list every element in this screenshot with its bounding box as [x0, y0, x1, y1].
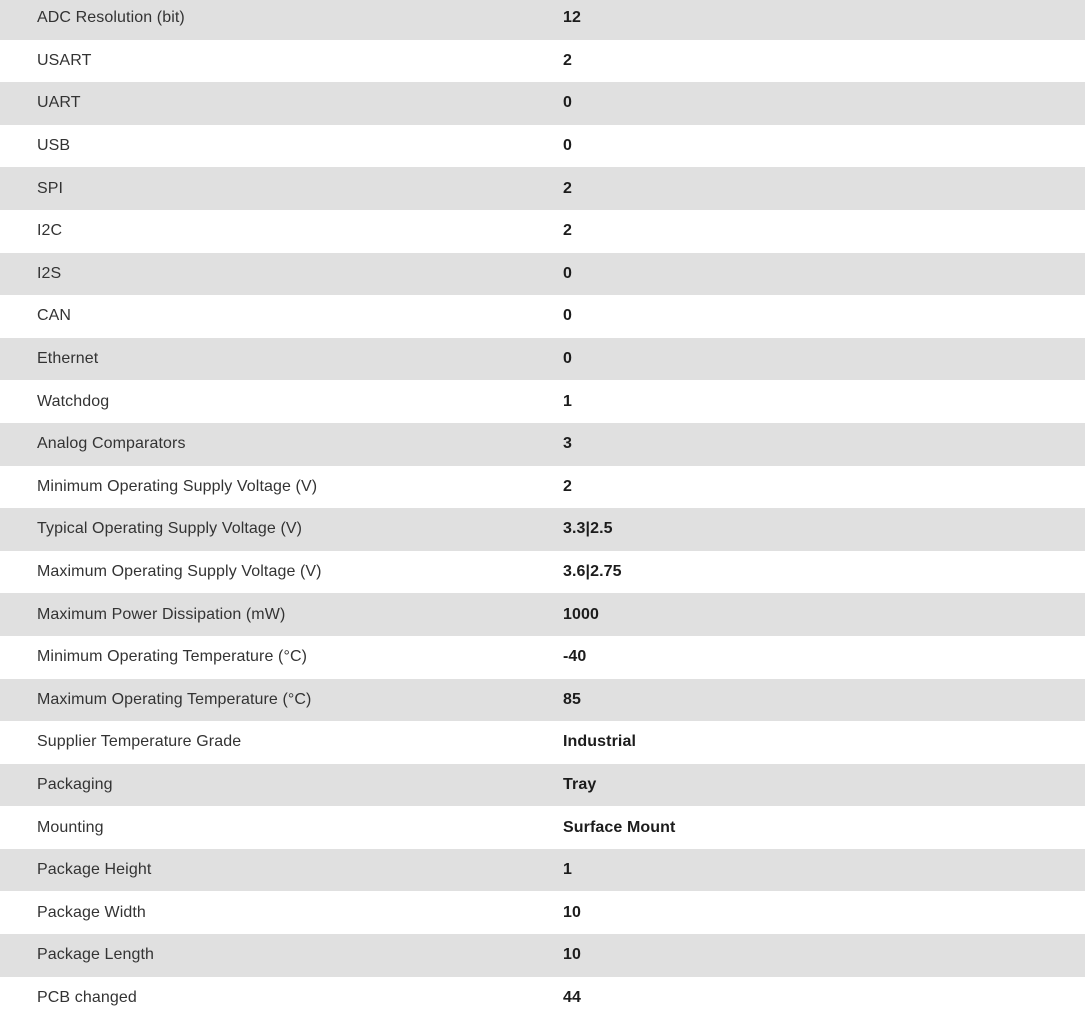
spec-label: Watchdog — [37, 392, 110, 410]
spec-row-min-operating-temperature — [0, 636, 1085, 679]
spec-row-package-width — [0, 891, 1085, 934]
spec-label: Supplier Temperature Grade — [37, 733, 242, 751]
spec-label: USB — [37, 137, 71, 155]
spec-value: 0 — [563, 350, 572, 368]
spec-row-watchdog — [0, 380, 1085, 423]
spec-value: 3 — [563, 435, 572, 453]
spec-label: Maximum Power Dissipation (mW) — [37, 605, 286, 623]
spec-value: Surface Mount — [563, 818, 676, 836]
spec-row-max-operating-temperature — [0, 679, 1085, 722]
spec-value: 1000 — [563, 605, 599, 623]
spec-label: UART — [37, 94, 81, 112]
spec-row-packaging — [0, 764, 1085, 807]
spec-row-ethernet — [0, 338, 1085, 381]
spec-label: I2S — [37, 264, 62, 282]
spec-row-max-operating-supply-voltage — [0, 551, 1085, 594]
spec-label: Mounting — [37, 818, 104, 836]
spec-row-supplier-temperature-grade — [0, 721, 1085, 764]
spec-label: Analog Comparators — [37, 435, 186, 453]
spec-value: 3.3|2.5 — [563, 520, 613, 538]
spec-label: USART — [37, 51, 92, 69]
spec-label: SPI — [37, 179, 64, 197]
spec-row-spi — [0, 167, 1085, 210]
spec-value: Tray — [563, 775, 597, 793]
spec-value: 2 — [563, 222, 572, 240]
spec-value: 1 — [563, 861, 572, 879]
spec-row-package-length — [0, 934, 1085, 977]
spec-row-adc-resolution — [0, 0, 1085, 40]
spec-value: 1 — [563, 392, 572, 410]
spec-value: 2 — [563, 477, 572, 495]
spec-label: Package Width — [37, 903, 146, 921]
spec-value: Industrial — [563, 733, 637, 751]
spec-label: Package Length — [37, 946, 155, 964]
spec-value: 10 — [563, 903, 581, 921]
spec-row-typical-operating-supply-voltage — [0, 508, 1085, 551]
spec-value: -40 — [563, 648, 587, 666]
spec-value: 10 — [563, 946, 581, 964]
spec-value: 2 — [563, 51, 572, 69]
spec-value: 2 — [563, 179, 572, 197]
spec-label: Packaging — [37, 775, 113, 793]
spec-row-i2c — [0, 210, 1085, 253]
spec-label: Minimum Operating Temperature (°C) — [37, 648, 308, 666]
spec-label: Ethernet — [37, 350, 99, 368]
spec-label: I2C — [37, 222, 63, 240]
spec-row-mounting — [0, 806, 1085, 849]
spec-value: 12 — [563, 9, 581, 27]
spec-value: 85 — [563, 690, 581, 708]
spec-row-package-height — [0, 849, 1085, 892]
spec-label: PCB changed — [37, 988, 137, 1006]
spec-value: 0 — [563, 137, 572, 155]
spec-label: Minimum Operating Supply Voltage (V) — [37, 477, 318, 495]
spec-row-analog-comparators — [0, 423, 1085, 466]
spec-row-pcb-changed — [0, 977, 1085, 1015]
spec-row-uart — [0, 82, 1085, 125]
spec-row-usb — [0, 125, 1085, 168]
spec-row-max-power-dissipation — [0, 593, 1085, 636]
spec-label: Maximum Operating Temperature (°C) — [37, 690, 312, 708]
spec-value: 0 — [563, 307, 572, 325]
spec-label: Typical Operating Supply Voltage (V) — [37, 520, 303, 538]
spec-row-can — [0, 295, 1085, 338]
spec-row-i2s — [0, 253, 1085, 296]
spec-value: 44 — [563, 988, 581, 1006]
spec-label: Package Height — [37, 861, 152, 879]
spec-label: Maximum Operating Supply Voltage (V) — [37, 563, 322, 581]
spec-row-usart — [0, 40, 1085, 83]
spec-value: 0 — [563, 94, 572, 112]
spec-value: 3.6|2.75 — [563, 563, 622, 581]
spec-row-min-operating-supply-voltage — [0, 466, 1085, 509]
spec-value: 0 — [563, 264, 572, 282]
spec-label: CAN — [37, 307, 72, 325]
spec-label: ADC Resolution (bit) — [37, 9, 185, 27]
